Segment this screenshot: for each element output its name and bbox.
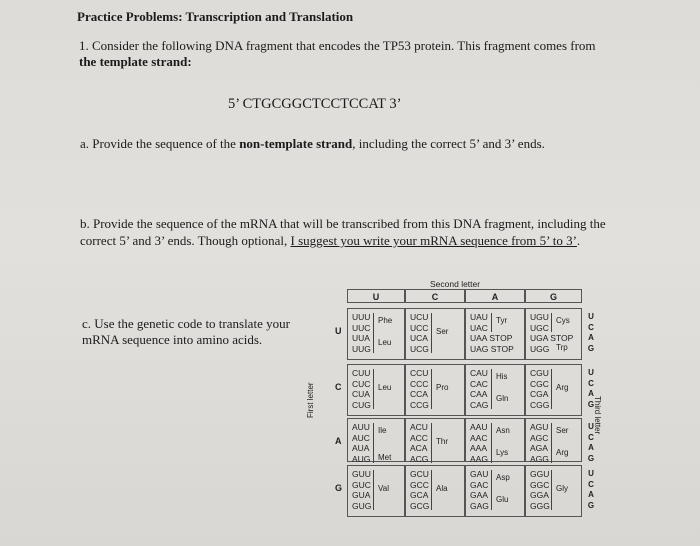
codon-bracket: [551, 423, 552, 463]
codon: ACU: [410, 422, 428, 432]
amino-acid-label: Ala: [436, 483, 448, 493]
row-label-u: U: [335, 326, 342, 336]
third-letter-u-c: C: [588, 322, 594, 332]
codon: CGA: [530, 389, 549, 400]
codon: AGC: [530, 432, 549, 443]
codon: GCG: [410, 500, 430, 511]
codon: GUA: [352, 490, 371, 501]
codon: UCU: [410, 312, 429, 322]
codon: CCG: [410, 399, 429, 410]
row-label-c: C: [335, 382, 342, 392]
codon: GCA: [410, 490, 429, 501]
codon: UCG: [410, 343, 429, 354]
codon: AUU: [352, 422, 370, 432]
dna-sequence: 5’ CTGCGGCTCCTCCAT 3’: [228, 96, 402, 112]
codon: AAU: [470, 422, 488, 432]
codon: AUA: [352, 443, 370, 454]
codon: GGA: [530, 490, 549, 501]
third-letter-u-g: G: [587, 343, 595, 353]
codon-bracket: [431, 313, 432, 353]
amino-acid-label: Asp: [496, 473, 510, 483]
codon: UGA STOP: [530, 333, 574, 344]
amino-acid-label: Glu: [496, 494, 509, 504]
amino-acid-label: Leu: [378, 337, 392, 347]
codon: UAC: [470, 322, 488, 333]
codon-bracket: [373, 423, 374, 463]
amino-acid-label: His: [496, 372, 508, 382]
codon: CCU: [410, 368, 429, 378]
question-a-bold: non-template strand: [239, 136, 353, 151]
codon: AAC: [470, 432, 488, 443]
codon: CAG: [470, 399, 489, 410]
amino-acid-label: Cys: [556, 316, 570, 326]
row-label-a: A: [335, 436, 342, 446]
codon: CGG: [530, 399, 550, 410]
third-letter-g-u: U: [588, 469, 594, 478]
page-title: Practice Problems: Transcription and Translation: [77, 9, 354, 24]
codon: AAA: [470, 443, 488, 454]
codon: UGC: [530, 322, 549, 333]
amino-acid-label: Gln: [496, 393, 509, 403]
amino-acid-label: Arg: [556, 447, 569, 457]
third-letter-c-a: A: [588, 389, 594, 399]
codon: UAG STOP: [470, 343, 514, 354]
amino-acid-label: Trp: [556, 342, 568, 352]
column-header-c: C: [405, 289, 465, 303]
codon: GGC: [530, 479, 550, 490]
codon: AGU: [530, 422, 549, 432]
codon-bracket: [373, 369, 374, 409]
codon: UAU: [470, 312, 488, 322]
codon-bracket: [431, 423, 432, 463]
codon-bracket: [491, 423, 492, 463]
question-c-line2: mRNA sequence into amino acids.: [82, 332, 263, 347]
third-letter-c-g: G: [587, 399, 595, 409]
codon: GUG: [352, 500, 372, 511]
question-c-line1: c. Use the genetic code to translate your: [82, 316, 290, 331]
third-letter-a-g: G: [587, 453, 595, 463]
codon: GUU: [352, 469, 371, 479]
third-letter-a-c: C: [588, 432, 594, 442]
third-letter-c-u: U: [588, 368, 594, 377]
codon: GCC: [410, 479, 429, 490]
codon: UUC: [352, 322, 371, 333]
codon: UAA STOP: [470, 333, 513, 344]
codon: CCA: [410, 389, 428, 400]
codon: AUG: [352, 453, 371, 464]
question-b-line2: correct 5’ and 3’ ends. Though optional,: [80, 233, 291, 248]
codon: CCC: [410, 378, 429, 389]
column-header-u: U: [347, 289, 405, 303]
codon: GAC: [470, 479, 489, 490]
question-a-pre: a. Provide the sequence of the: [80, 136, 240, 151]
third-letter-label: Third letter: [593, 396, 602, 435]
amino-acid-label: Met: [378, 452, 392, 462]
codon: CAA: [470, 389, 488, 400]
amino-acid-label: Ser: [436, 326, 449, 336]
codon: UGG: [530, 343, 550, 354]
codon-bracket: [373, 470, 374, 510]
third-letter-c-c: C: [588, 378, 594, 388]
question-b-end: .: [576, 233, 581, 248]
codon: GUC: [352, 479, 371, 490]
amino-acid-label: Tyr: [496, 316, 508, 326]
codon-bracket: [491, 369, 492, 409]
codon: GAG: [470, 500, 489, 511]
amino-acid-label: Asn: [496, 426, 510, 436]
codon: CUA: [352, 389, 370, 400]
amino-acid-label: Val: [378, 483, 389, 493]
third-letter-a-a: A: [588, 443, 594, 453]
codon: UUG: [352, 343, 371, 354]
codon: ACC: [410, 432, 428, 443]
third-letter-g-g: G: [587, 500, 595, 510]
codon: UUA: [352, 333, 370, 344]
question-a-post: , including the correct 5’ and 3’ ends.: [352, 136, 545, 151]
codon: GAU: [470, 469, 489, 479]
codon-bracket: [491, 313, 492, 332]
codon: CAU: [470, 368, 488, 378]
codon: AGG: [530, 453, 549, 464]
codon: CGU: [530, 368, 549, 378]
question-b-line1: b. Provide the sequence of the mRNA that will be transcribed from this DNA fragment, including the: [80, 216, 606, 231]
amino-acid-label: Ser: [556, 426, 569, 436]
third-letter-a-u: U: [588, 422, 594, 431]
codon: CUC: [352, 378, 371, 389]
codon: UUU: [352, 312, 371, 322]
codon: UCC: [410, 322, 429, 333]
codon: AGA: [530, 443, 548, 454]
amino-acid-label: Thr: [436, 436, 448, 446]
second-letter-label: Second letter: [430, 279, 481, 289]
codon: UGU: [530, 312, 549, 322]
codon: AAG: [470, 453, 488, 464]
codon: CUG: [352, 399, 371, 410]
codon: ACA: [410, 443, 428, 454]
codon: GGG: [530, 500, 550, 511]
codon: GGU: [530, 469, 550, 479]
amino-acid-label: Lys: [496, 447, 509, 457]
third-letter-g-a: A: [588, 490, 594, 500]
codon-bracket: [491, 470, 492, 510]
codon: AUC: [352, 432, 370, 443]
amino-acid-label: Pro: [436, 382, 449, 392]
codon: CUU: [352, 368, 371, 378]
codon-bracket: [551, 470, 552, 510]
codon: CGC: [530, 378, 549, 389]
column-header-a: A: [465, 289, 525, 303]
amino-acid-label: Gly: [556, 483, 568, 493]
codon: CAC: [470, 378, 488, 389]
amino-acid-label: Ile: [378, 426, 387, 436]
codon: ACG: [410, 453, 429, 464]
codon-bracket: [373, 313, 374, 353]
third-letter-u-u: U: [588, 312, 594, 321]
row-label-g: G: [335, 483, 343, 493]
codon: GCU: [410, 469, 429, 479]
codon-bracket: [551, 369, 552, 409]
amino-acid-label: Arg: [556, 382, 569, 392]
codon: GAA: [470, 490, 488, 501]
codon: UCA: [410, 333, 428, 344]
codon-bracket: [431, 369, 432, 409]
codon-bracket: [551, 313, 552, 332]
third-letter-g-c: C: [588, 479, 594, 489]
third-letter-u-a: A: [588, 333, 594, 343]
question-1-text: 1. Consider the following DNA fragment that encodes the TP53 protein. This fragment comes from: [79, 38, 596, 53]
codon-bracket: [431, 470, 432, 510]
amino-acid-label: Phe: [378, 316, 393, 326]
question-1-emphasis: the template strand:: [79, 54, 192, 69]
amino-acid-label: Leu: [378, 382, 392, 392]
first-letter-label: First letter: [306, 382, 315, 418]
question-b-suggestion: I suggest you write your mRNA sequence from 5’ to 3’: [290, 233, 577, 248]
column-header-g: G: [525, 289, 582, 303]
